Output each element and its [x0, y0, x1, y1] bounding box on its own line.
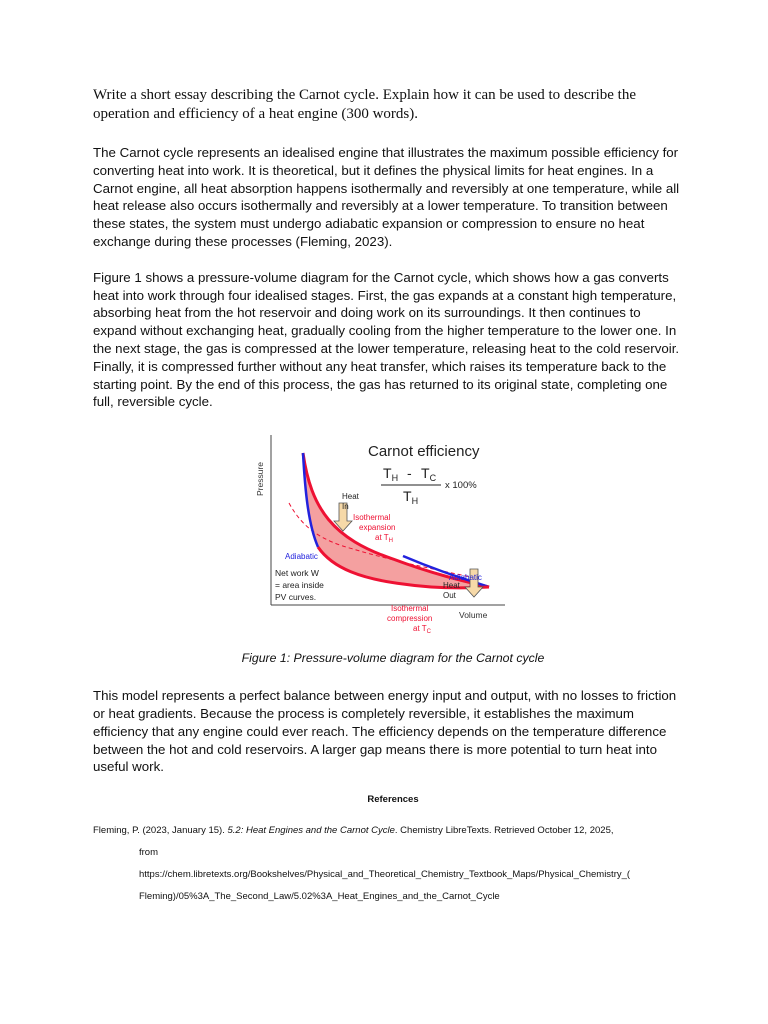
iso-comp-label-2: compression — [387, 614, 433, 624]
y-axis-label: Pressure — [255, 462, 265, 497]
iso-comp-label-1: Isothermal — [391, 604, 429, 614]
pv-diagram — [253, 429, 513, 641]
iso-exp-label-2: expansion — [359, 523, 396, 533]
adiabatic-right-label: Adiabatic — [449, 573, 482, 583]
reference-title: 5.2: Heat Engines and the Carnot Cycle — [227, 825, 395, 837]
paragraph-1: The Carnot cycle represents an idealised engine that illustrates the maximum possible efficiency for converting heat into work. It is theoretical, but it defines the physical limits for heat engines. In a Carnot engine, all heat absorption happens isothermally and reversibly at one temperature, while all heat release also occurs isothermally and reversibly at a lower temperature. To transition between these states, the system must undergo adiabatic expansion or compression to ensure no heat exchange during these processes (Fleming, 2023). — [93, 145, 680, 249]
figure-title: Carnot efficiency — [368, 443, 480, 461]
formula-minus: - — [407, 465, 412, 482]
net-work-label-1: Net work W — [275, 568, 319, 579]
paragraph-3: This model represents a perfect balance between energy input and output, with no losses to friction or heat gradients. Because the process is completely reversible, it establishes the maximum efficiency that any engine could ever reach. The efficiency depends on the temperature difference between the hot and cold reservoirs. A larger gap means there is more potential to turn heat into useful work. — [93, 688, 677, 775]
reference-entry — [93, 820, 683, 908]
formula-percent: x 100% — [445, 480, 477, 492]
reference-from: from — [139, 847, 158, 859]
reference-url-line-1[interactable]: https://chem.libretexts.org/Bookshelves/Physical_and_Theoretical_Chemistry_Textbook_Maps/Physical_Chemistry_( — [139, 869, 631, 881]
adiabatic-left-label: Adiabatic — [285, 552, 318, 562]
formula-th: $T_H$ — [383, 465, 399, 484]
x-axis-label: Volume — [459, 610, 488, 621]
iso-exp-label-1: Isothermal — [353, 513, 391, 523]
heat-in-label-2: In — [342, 502, 349, 512]
reference-url-line-2[interactable]: Fleming)/05%3A_The_Second_Law/5.02%3A_Heat_Engines_and_the_Carnot_Cycle — [139, 891, 500, 903]
net-work-label-2: = area inside — [275, 580, 324, 591]
formula-denominator: $T_H$ — [403, 488, 419, 507]
heat-out-label-1: Heat — [443, 581, 460, 591]
heat-out-label-2: Out — [443, 591, 456, 601]
reference-source: . Chemistry LibreTexts. Retrieved October 12, 2025, — [394, 825, 614, 837]
net-work-label-3: PV curves. — [275, 592, 317, 603]
figure-caption: Figure 1: Pressure-volume diagram for the Carnot cycle — [241, 651, 545, 666]
iso-exp-label-3: at $T_H$ — [375, 533, 393, 545]
heat-in-label: Heat — [342, 492, 359, 502]
iso-comp-label-3: at $T_C$ — [413, 624, 431, 636]
references-heading: References — [367, 794, 419, 806]
reference-author: Fleming, P. (2023, January 15). — [93, 825, 228, 837]
formula-tc: $T_C$ — [421, 465, 437, 484]
document-page — [93, 86, 683, 908]
pv-diagram-figure — [93, 429, 683, 651]
essay-prompt: Write a short essay describing the Carnot cycle. Explain how it can be used to describe the operation and efficiency of a heat engine (300 words). — [93, 87, 636, 122]
paragraph-2: Figure 1 shows a pressure-volume diagram for the Carnot cycle, which shows how a gas converts heat into work through four idealised stages. First, the gas expands at a constant high temperature, absorbing heat from the hot reservoir and doing work on its surroundings. It then continues to expand without exchanging heat, gradually cooling from the higher temperature to the lower one. In the next stage, the gas is compressed at the lower temperature, releasing heat to the cold reservoir. Finally, it is compressed further without any heat transfer, which raises its temperature back to the starting point. By the end of this process, the gas has returned to its original state, completing one full, reversible cycle. — [93, 269, 680, 410]
